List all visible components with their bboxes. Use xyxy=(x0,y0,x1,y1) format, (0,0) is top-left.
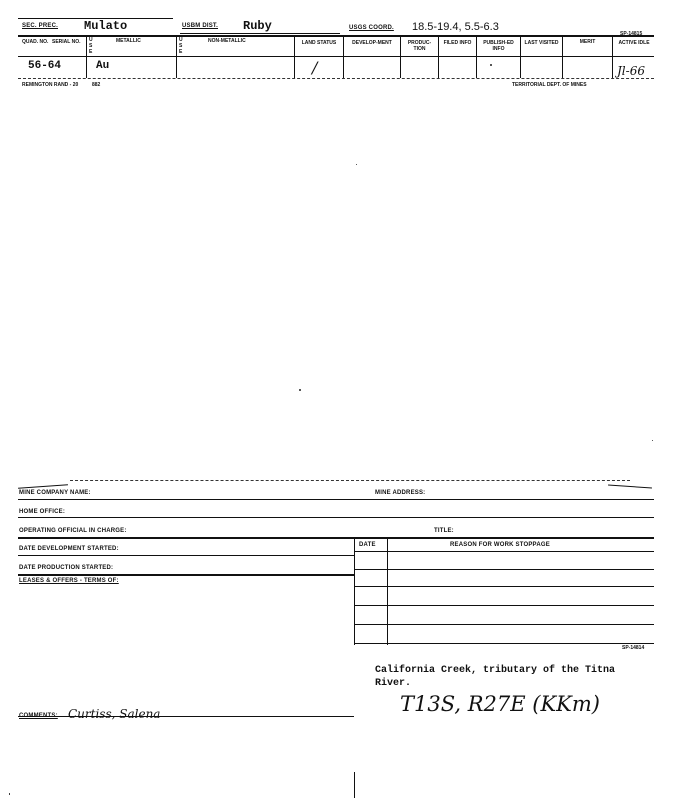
col-rule xyxy=(343,35,344,78)
date-development-started-label: DATE DEVELOPMENT STARTED: xyxy=(19,546,119,552)
col-rule xyxy=(86,35,87,78)
published-info-header: PUBLISH-ED INFO xyxy=(483,40,514,52)
col-rule xyxy=(354,537,355,645)
speck xyxy=(9,793,10,795)
s1-header: S xyxy=(89,43,93,49)
rule xyxy=(354,569,654,570)
table-bottom-rule xyxy=(18,78,654,79)
rule xyxy=(18,517,654,518)
reason-header: REASON FOR WORK STOPPAGE xyxy=(450,542,550,548)
land-status-header: LAND STATUS xyxy=(301,40,337,46)
usgs-coord-value: 18.5-19.4, 5.5-6.3 xyxy=(412,21,499,33)
sec-prec-value: Mulato xyxy=(84,19,128,33)
col-rule xyxy=(438,35,439,78)
filed-info-header: FILED INFO xyxy=(443,40,472,46)
col-rule xyxy=(387,537,388,645)
land-status-value: / xyxy=(312,58,318,77)
metallic-header: METALLIC xyxy=(116,38,141,44)
date-header: DATE xyxy=(359,542,376,548)
home-office-label: HOME OFFICE: xyxy=(19,509,66,515)
table-top-rule xyxy=(18,35,654,37)
footer-left: REMINGTON RAND - 20 xyxy=(22,82,79,88)
metallic-value: Au xyxy=(96,60,110,72)
rule xyxy=(18,574,354,576)
table-mid-rule xyxy=(18,56,654,57)
col-rule xyxy=(612,35,613,78)
comments-label: COMMENTS: xyxy=(19,713,58,719)
col-rule xyxy=(520,35,521,78)
title-label: TITLE: xyxy=(434,528,454,534)
non-metallic-header: NON-METALLIC xyxy=(208,38,246,44)
leases-offers-label: LEASES & OFFERS - TERMS OF: xyxy=(19,578,119,584)
rule xyxy=(354,605,654,606)
col-rule xyxy=(294,35,295,78)
s2-header: S xyxy=(179,43,183,49)
rule xyxy=(18,499,654,500)
rule xyxy=(354,586,654,587)
col-rule xyxy=(476,35,477,78)
operating-official-label: OPERATING OFFICIAL IN CHARGE: xyxy=(19,528,127,534)
footer-right: TERRITORIAL DEPT. OF MINES xyxy=(512,82,587,88)
rule xyxy=(18,537,654,539)
production-header: PRODUC-TION xyxy=(407,40,432,52)
usgs-coord-label: USGS COORD. xyxy=(349,25,394,31)
col-rule xyxy=(354,772,355,798)
mine-address-label: MINE ADDRESS: xyxy=(375,490,426,496)
col-rule xyxy=(562,35,563,78)
active-idle-value: Jl-66 xyxy=(617,64,645,78)
township-note: T13S, R27E (KKm) xyxy=(400,692,600,716)
rule xyxy=(18,555,354,556)
speck xyxy=(652,440,653,441)
card-top-dashed-rule xyxy=(70,480,630,481)
bottom-form-number: SP-14814 xyxy=(622,645,645,651)
rule xyxy=(18,716,354,717)
merit-header: MERIT xyxy=(579,39,596,45)
active-idle-header: ACTIVE IDLE xyxy=(618,40,650,46)
quad-no-header: QUAD. NO. xyxy=(22,39,49,45)
rule xyxy=(18,484,68,488)
speck xyxy=(356,164,357,165)
comments-value: Curtiss, Salena xyxy=(68,707,161,721)
quad-serial-value: 56-64 xyxy=(28,60,62,72)
rule xyxy=(354,551,654,552)
e1-header: E xyxy=(89,49,93,55)
date-production-started-label: DATE PRODUCTION STARTED: xyxy=(19,565,114,571)
e2-header: E xyxy=(179,49,183,55)
rule xyxy=(354,624,654,625)
u1-header: U xyxy=(89,37,93,43)
sec-prec-label: SEC. PREC. xyxy=(22,23,59,29)
last-visited-header: LAST VISITED xyxy=(524,40,559,46)
footer-left-code: 882 xyxy=(92,82,101,88)
rule xyxy=(180,33,340,34)
mark xyxy=(490,64,492,66)
location-note: California Creek, tributary of the Titna River. xyxy=(375,665,616,689)
rule xyxy=(354,643,654,644)
mine-company-name-label: MINE COMPANY NAME: xyxy=(19,490,91,496)
speck xyxy=(299,389,301,391)
form-number: SP-14815 xyxy=(620,31,643,37)
usbm-dist-label: USBM DIST. xyxy=(182,23,219,29)
col-rule xyxy=(176,35,177,78)
development-header: DEVELOP-MENT xyxy=(352,40,392,46)
col-rule xyxy=(400,35,401,78)
usbm-dist-value: Ruby xyxy=(243,19,272,33)
u2-header: U xyxy=(179,37,183,43)
serial-no-header: SERIAL NO. xyxy=(52,39,81,45)
rule xyxy=(608,484,652,488)
